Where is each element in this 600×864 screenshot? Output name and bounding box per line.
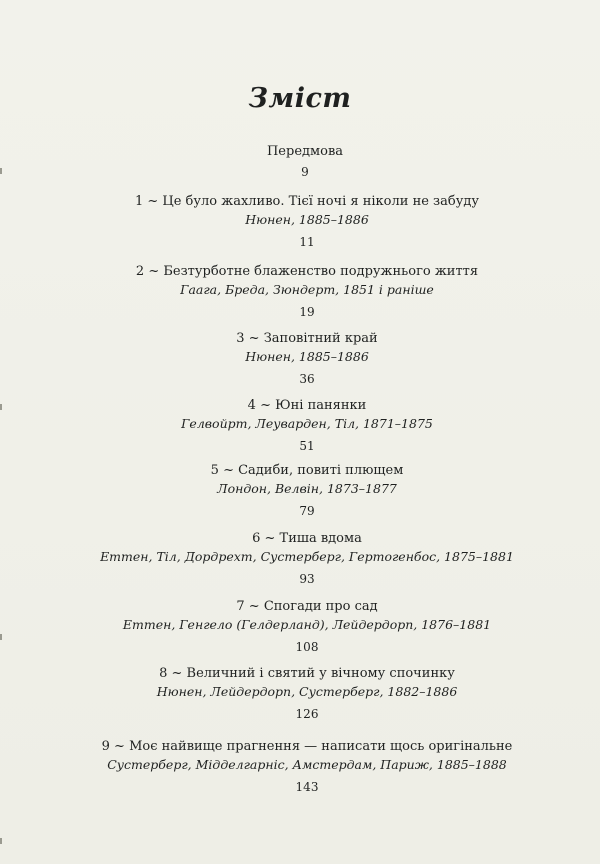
toc-entry-heading: 5 ~ Садиби, повиті плющем bbox=[210, 463, 404, 478]
toc-entry-places: Нюнен, 1885–1886 bbox=[245, 349, 369, 364]
toc-entry-heading: 7 ~ Спогади про сад bbox=[236, 599, 378, 614]
toc-entry-chapter-1 bbox=[0, 193, 600, 251]
toc-entry-heading: 8 ~ Величний і святий у вічному спочинку bbox=[159, 666, 455, 681]
toc-entry-places: Гаага, Бреда, Зюндерт, 1851 і раніше bbox=[180, 282, 434, 297]
toc-entry-page-number: 126 bbox=[295, 707, 319, 721]
toc-entry-heading: 6 ~ Тиша вдома bbox=[252, 531, 362, 546]
toc-entry-places: Сустерберг, Мідделгарніс, Амстердам, Париж, 1885–1888 bbox=[107, 757, 507, 772]
toc-entry-chapter-3 bbox=[0, 330, 600, 388]
toc-entry-chapter-7 bbox=[0, 598, 600, 656]
toc-entry-chapter-2 bbox=[0, 263, 600, 321]
toc-entry-page-number: 11 bbox=[299, 235, 315, 249]
toc-entry-chapter-4 bbox=[0, 397, 600, 455]
toc-entry-page-number: 93 bbox=[299, 572, 315, 586]
binding-mark bbox=[0, 838, 2, 844]
toc-entry-page-number: 9 bbox=[301, 165, 309, 179]
toc-entry-places: Гелвойрт, Леуварден, Тіл, 1871–1875 bbox=[181, 416, 433, 431]
toc-entry-places: Нюнен, Лейдердорп, Сустерберг, 1882–1886 bbox=[156, 684, 458, 699]
toc-entry-chapter-9 bbox=[0, 738, 600, 796]
toc-entry-page-number: 79 bbox=[299, 504, 315, 518]
toc-entry-foreword bbox=[0, 143, 600, 181]
toc-entry-page-number: 51 bbox=[299, 439, 315, 453]
toc-entry-places: Нюнен, 1885–1886 bbox=[245, 212, 369, 227]
toc-entry-places: Еттен, Тіл, Дордрехт, Сустерберг, Гертогенбос, 1875–1881 bbox=[100, 549, 514, 564]
toc-entry-heading: 1 ~ Це було жахливо. Тієї ночі я ніколи не забуду bbox=[134, 194, 480, 209]
toc-entry-chapter-6 bbox=[0, 530, 600, 588]
toc-entry-places: Лондон, Велвін, 1873–1877 bbox=[217, 481, 397, 496]
toc-entry-chapter-5 bbox=[0, 462, 600, 520]
toc-entry-heading: 2 ~ Безтурботне блаженство подружнього життя bbox=[135, 264, 479, 279]
toc-entry-page-number: 19 bbox=[299, 305, 315, 319]
toc-entry-page-number: 108 bbox=[295, 640, 319, 654]
toc-entry-heading: 4 ~ Юні панянки bbox=[247, 398, 367, 413]
toc-entry-places: Еттен, Генгело (Гелдерланд), Лейдердорп, 1876–1881 bbox=[122, 617, 492, 632]
toc-entry-heading: 3 ~ Заповітний край bbox=[236, 331, 378, 346]
toc-entry-chapter-8 bbox=[0, 665, 600, 723]
toc-entry-page-number: 36 bbox=[299, 372, 315, 386]
toc-entry-heading: 9 ~ Моє найвище прагнення — написати щось оригінальне bbox=[101, 739, 513, 754]
page-title: Зміст bbox=[248, 83, 352, 114]
toc-entry-heading: Передмова bbox=[266, 144, 344, 159]
toc-entry-page-number: 143 bbox=[295, 780, 319, 794]
